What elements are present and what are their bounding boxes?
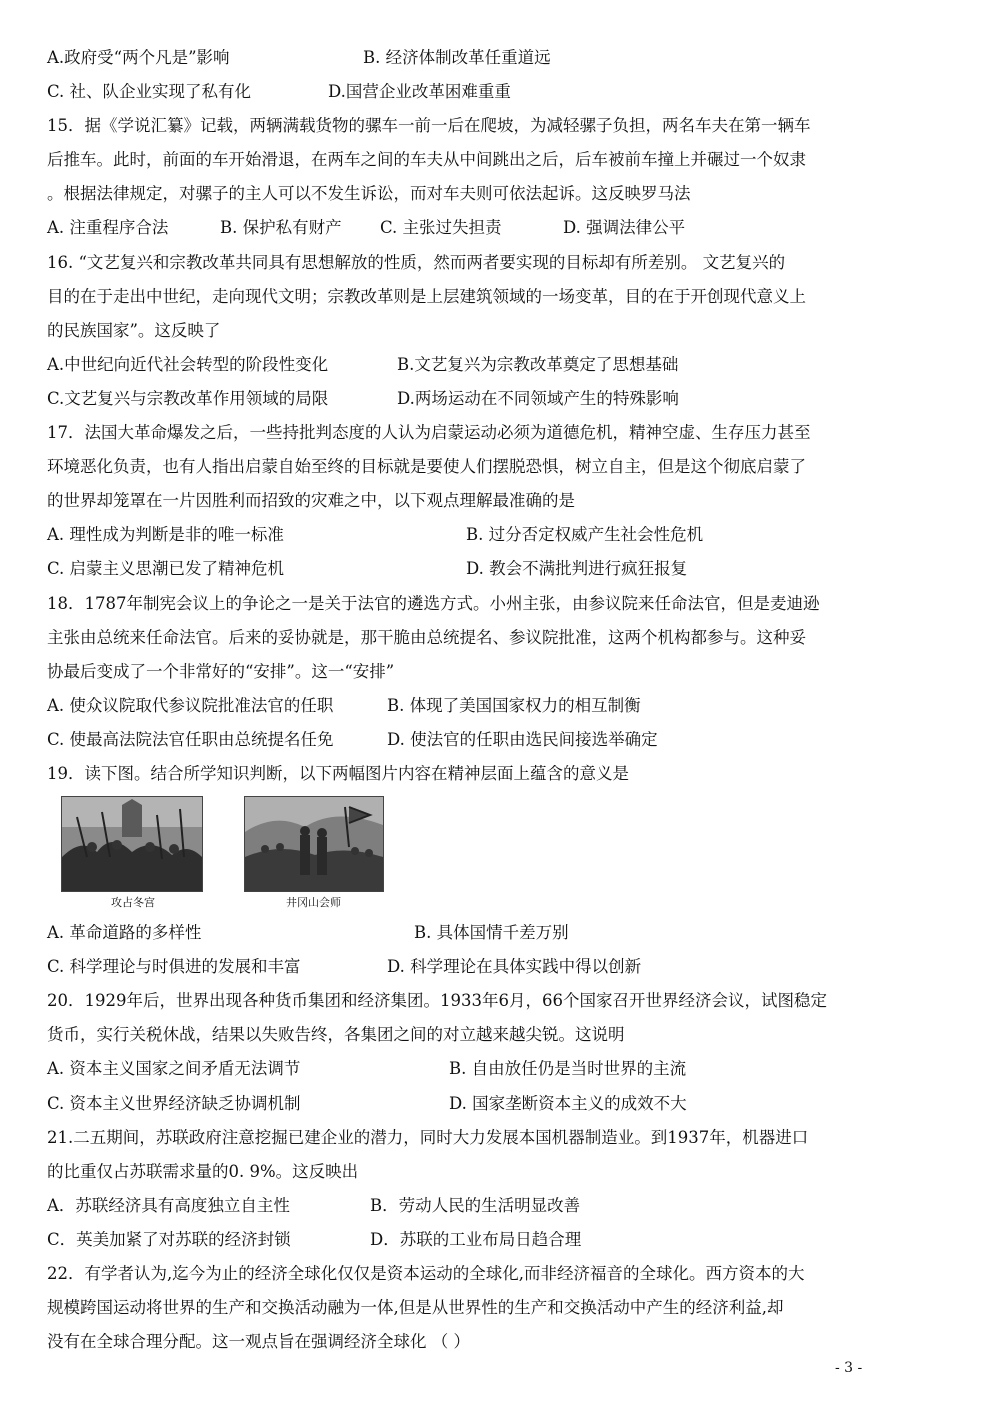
- q16-option-c: C.文艺复兴与宗教改革作用领域的局限: [47, 389, 329, 408]
- jinggangshan-meeting-photo: [244, 796, 384, 892]
- q19-option-c: C. 科学理论与时俱进的发展和丰富: [47, 957, 301, 976]
- q17-option-d: D. 教会不满批判进行疯狂报复: [466, 559, 688, 578]
- q19-option-a: A. 革命道路的多样性: [47, 923, 202, 942]
- q15-stem-line: 15．据《学说汇纂》记载，两辆满载货物的骡车一前一后在爬坡，为减轻骡子负担，两名车夫在第一辆车: [47, 116, 811, 135]
- q16-option-a: A.中世纪向近代社会转型的阶段性变化: [47, 355, 329, 374]
- q20-stem-line: 20．1929年后，世界出现各种货币集团和经济集团。1933年6月，66个国家召开世界经济会议，试图稳定: [47, 991, 827, 1010]
- winter-palace-caption: 攻占冬宫: [111, 896, 155, 909]
- q15-option-c: C. 主张过失担责: [380, 218, 502, 237]
- q20-option-a: A. 资本主义国家之间矛盾无法调节: [47, 1059, 301, 1078]
- q17-option-c: C. 启蒙主义思潮已发了精神危机: [47, 559, 285, 578]
- q21-stem-line: 21.二五期间，苏联政府注意挖掘已建企业的潜力，同时大力发展本国机器制造业。到1937年，机器进口: [47, 1128, 809, 1147]
- q14-option-a: A.政府受“两个凡是”影响: [47, 48, 230, 67]
- q16-option-d: D.两场运动在不同领域产生的特殊影响: [397, 389, 679, 408]
- q15-option-b: B. 保护私有财产: [220, 218, 342, 237]
- q20-option-c: C. 资本主义世界经济缺乏协调机制: [47, 1094, 301, 1113]
- q17-stem-line: 的世界却笼罩在一片因胜利而招致的灾难之中，以下观点理解最准确的是: [47, 491, 575, 510]
- q14-option-b: B. 经济体制改革任重道远: [363, 48, 551, 67]
- winter-palace-photo: [61, 796, 203, 892]
- q20-option-b: B. 自由放任仍是当时世界的主流: [449, 1059, 687, 1078]
- q15-option-d: D. 强调法律公平: [563, 218, 686, 237]
- q22-stem-line: 没有在全球合理分配。这一观点旨在强调经济全球化 （ ）: [47, 1332, 470, 1351]
- q21-option-d: D．苏联的工业布局日趋合理: [370, 1230, 582, 1249]
- q17-stem-line: 环境恶化负责，也有人指出启蒙自始至终的目标就是要使人们摆脱恐惧，树立自主，但是这个彻底启蒙了: [47, 457, 806, 476]
- q17-option-b: B. 过分否定权威产生社会性危机: [466, 525, 704, 544]
- q20-stem-line: 货币，实行关税休战，结果以失败告终，各集团之间的对立越来越尖锐。这说明: [47, 1025, 625, 1044]
- q22-stem-line: 规模跨国运动将世界的生产和交换活动融为一体,但是从世界性的生产和交换活动中产生的经济利益,却: [47, 1298, 784, 1317]
- page-number: - 3 -: [835, 1360, 863, 1376]
- q19-option-b: B. 具体国情千差万别: [414, 923, 569, 942]
- q16-stem-line: 的民族国家”。这反映了: [47, 321, 221, 340]
- q18-option-c: C. 使最高法院法官任职由总统提名任免: [47, 730, 334, 749]
- q21-option-a: A．苏联经济具有高度独立自主性: [47, 1196, 290, 1215]
- q14-option-c: C. 社、队企业实现了私有化: [47, 82, 252, 101]
- jinggangshan-caption: 井冈山会师: [286, 896, 341, 909]
- q21-stem-line: 的比重仅占苏联需求量的0. 9%。这反映出: [47, 1162, 359, 1181]
- q15-option-a: A. 注重程序合法: [47, 218, 169, 237]
- q18-option-a: A. 使众议院取代参议院批准法官的任职: [47, 696, 334, 715]
- q18-stem-line: 18．1787年制宪会议上的争论之一是关于法官的遴选方式。小州主张，由参议院来任命法官，但是麦迪逊: [47, 594, 820, 613]
- q15-stem-line: 后推车。此时，前面的车开始滑退，在两车之间的车夫从中间跳出之后，后车被前车撞上并碾过一个奴隶: [47, 150, 806, 169]
- q20-option-d: D. 国家垄断资本主义的成效不大: [449, 1094, 687, 1113]
- q19-stem-line: 19．读下图。结合所学知识判断，以下两幅图片内容在精神层面上蕴含的意义是: [47, 764, 629, 783]
- q19-option-d: D. 科学理论在具体实践中得以创新: [387, 957, 642, 976]
- q18-option-b: B. 体现了美国国家权力的相互制衡: [387, 696, 641, 715]
- q17-stem-line: 17．法国大革命爆发之后，一些持批判态度的人认为启蒙运动必须为道德危机，精神空虚、生存压力甚至: [47, 423, 811, 442]
- q21-option-c: C．英美加紧了对苏联的经济封锁: [47, 1230, 291, 1249]
- q18-option-d: D. 使法官的任职由选民间接选举确定: [387, 730, 658, 749]
- q15-stem-line: 。根据法律规定，对骡子的主人可以不发生诉讼，而对车夫则可依法起诉。这反映罗马法: [47, 184, 691, 203]
- q16-stem-line: 16. “文艺复兴和宗教改革共同具有思想解放的性质，然而两者要实现的目标却有所差别。 文艺复兴的: [47, 253, 786, 272]
- q18-stem-line: 主张由总统来任命法官。后来的妥协就是，那干脆由总统提名、参议院批准，这两个机构都参与。这种妥: [47, 628, 806, 647]
- q21-option-b: B．劳动人民的生活明显改善: [370, 1196, 581, 1215]
- q14-option-d: D.国营企业改革困难重重: [328, 82, 511, 101]
- q17-option-a: A. 理性成为判断是非的唯一标准: [47, 525, 284, 544]
- q16-stem-line: 目的在于走出中世纪，走向现代文明；宗教改革则是上层建筑领域的一场变革，目的在于开创现代意义上: [47, 287, 806, 306]
- q18-stem-line: 协最后变成了一个非常好的“安排”。这一“安排”: [47, 662, 395, 681]
- q16-option-b: B.文艺复兴为宗教改革奠定了思想基础: [397, 355, 679, 374]
- q22-stem-line: 22．有学者认为,迄今为止的经济全球化仅仅是资本运动的全球化,而非经济福音的全球化。西方资本的大: [47, 1264, 805, 1283]
